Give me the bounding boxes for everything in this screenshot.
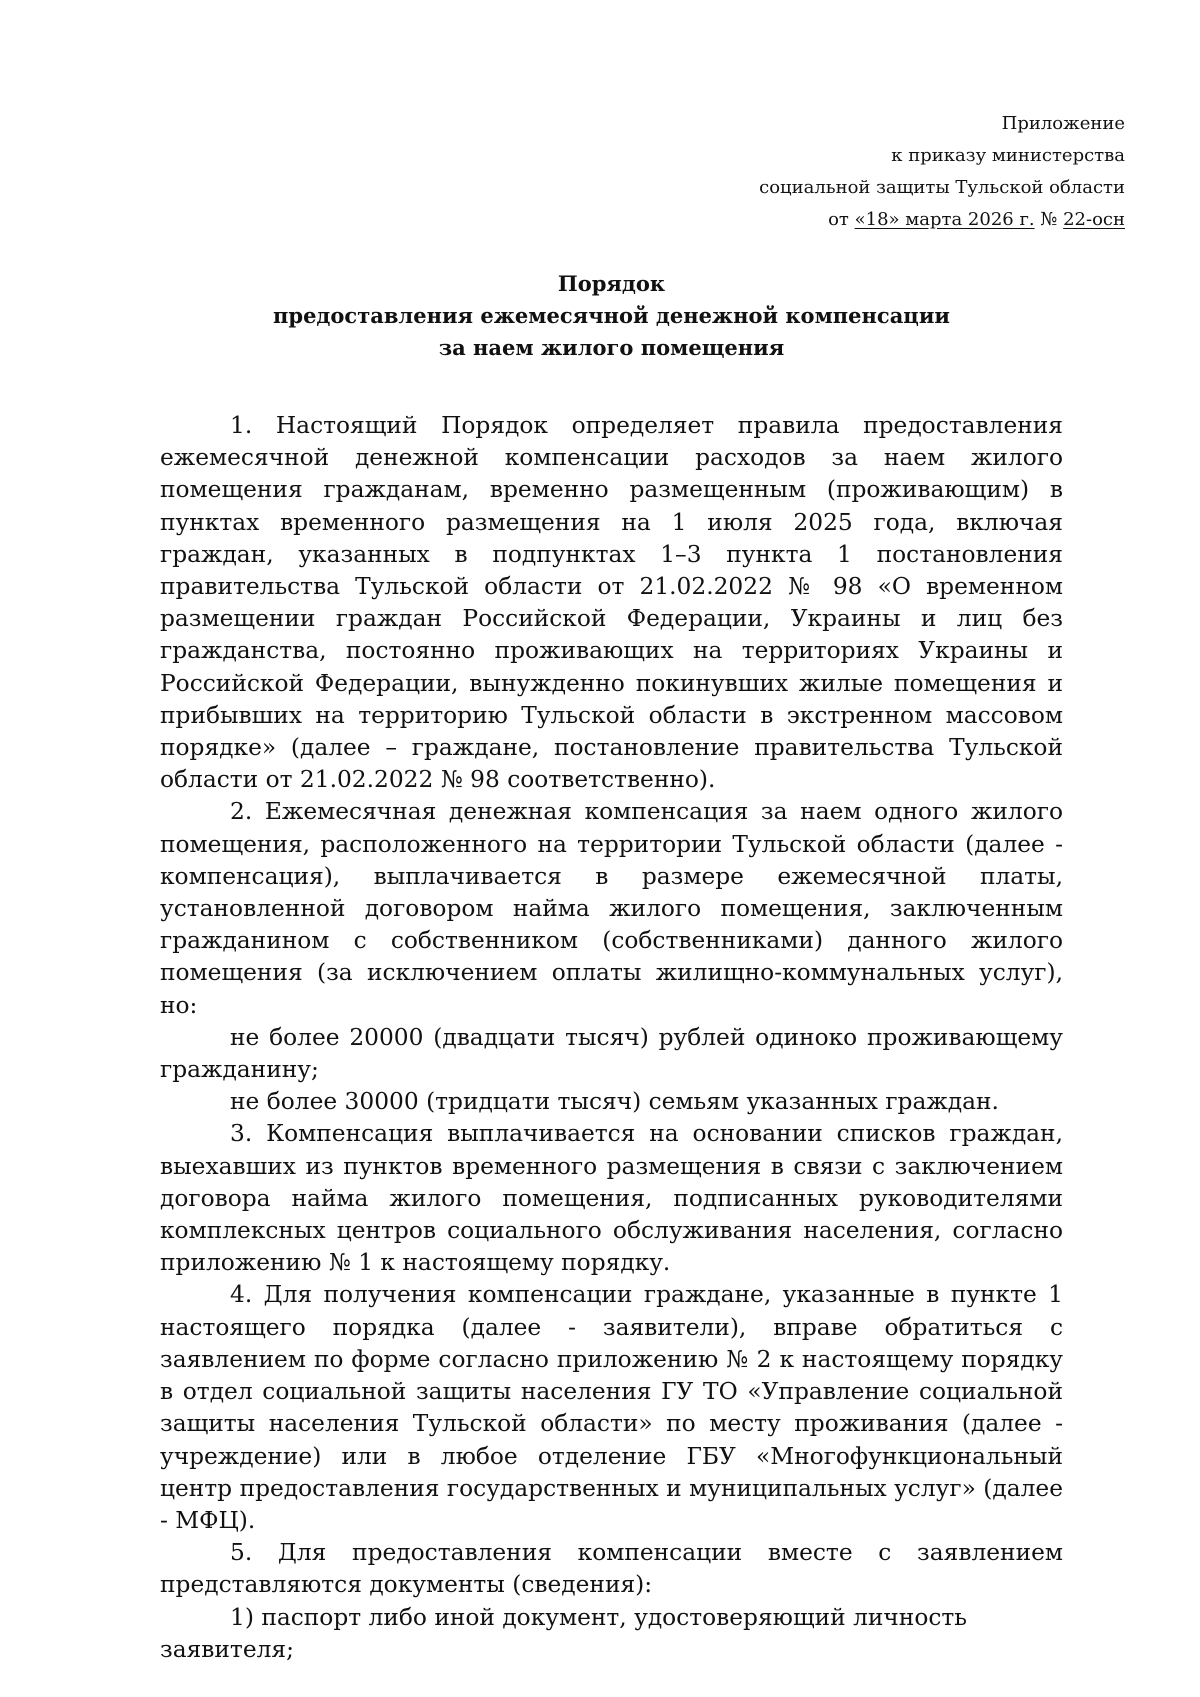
- document-body: [160, 410, 1063, 1666]
- title-line-2: предоставления ежемесячной денежной компенсации: [273, 303, 950, 328]
- document-title: [160, 268, 1063, 364]
- paragraph-4: 4. Для получения компенсации граждане, указанные в пункте 1 настоящего порядка (далее - заявители), вправе обратиться с заявлением по форме согласно приложению № 2 к настоящему порядку в отдел социальной защиты населения ГУ ТО «Управление социальной защиты населения Тульской области» по месту проживания (далее - учреждение) или в любое отделение ГБУ «Многофункциональный центр предоставления государственных и муниципальных услуг» (далее - МФЦ).: [160, 1281, 1063, 1534]
- appendix-label: Приложение: [1001, 113, 1125, 134]
- order-number: 22-осн: [1063, 209, 1125, 230]
- paragraph-2: 2. Ежемесячная денежная компенсация за наем одного жилого помещения, расположенного на территории Тульской области (далее - компенсация), выплачивается в размере ежемесячной платы, установленной договором найма жилого помещения, заключенным гражданином с собственником (собственниками) данного жилого помещения (за исключением оплаты жилищно-коммунальных услуг), но:: [160, 798, 1063, 1019]
- ministry-name: социальной защиты Тульской области: [759, 177, 1125, 198]
- paragraph-3: 3. Компенсация выплачивается на основании списков граждан, выехавших из пунктов временного размещения в связи с заключением договора найма жилого помещения, подписанных руководителями комплексных центров социального обслуживания населения, согласно приложению № 1 к настоящему порядку.: [160, 1120, 1063, 1277]
- date-prefix: от: [828, 209, 855, 230]
- paragraph-2-limit-family: не более 30000 (тридцати тысяч) семьям указанных граждан.: [230, 1088, 999, 1116]
- order-reference: к приказу министерства: [891, 145, 1125, 166]
- paragraph-5-item-1: 1) паспорт либо иной документ, удостоверяющий личность заявителя;: [160, 1603, 967, 1663]
- order-date-number: [759, 204, 1125, 236]
- paragraph-5: 5. Для предоставления компенсации вместе с заявлением представляются документы (сведения):: [160, 1539, 1063, 1599]
- appendix-header: [759, 108, 1125, 236]
- title-line-1: Порядок: [557, 271, 666, 296]
- number-sign: №: [1034, 209, 1064, 230]
- paragraph-2-limit-single: не более 20000 (двадцати тысяч) рублей одиноко проживающему гражданину;: [160, 1023, 1063, 1084]
- order-date: «18» марта 2026 г.: [854, 209, 1035, 230]
- paragraph-1: 1. Настоящий Порядок определяет правила предоставления ежемесячной денежной компенсации расходов за наем жилого помещения гражданам, временно размещенным (проживающим) в пунктах временного размещения на 1 июля 2025 года, включая граждан, указанных в подпунктах 1–3 пункта 1 постановления правительства Тульской области от 21.02.2022 № 98 «О временном размещении граждан Российской Федерации, Украины и лиц без гражданства, постоянно проживающих на территориях Украины и Российской Федерации, вынужденно покинувших жилые помещения и прибывших на территорию Тульской области в экстренном массовом порядке» (далее – граждане, постановление правительства Тульской области от 21.02.2022 № 98 соответственно).: [160, 412, 1063, 794]
- title-line-3: за наем жилого помещения: [438, 335, 785, 360]
